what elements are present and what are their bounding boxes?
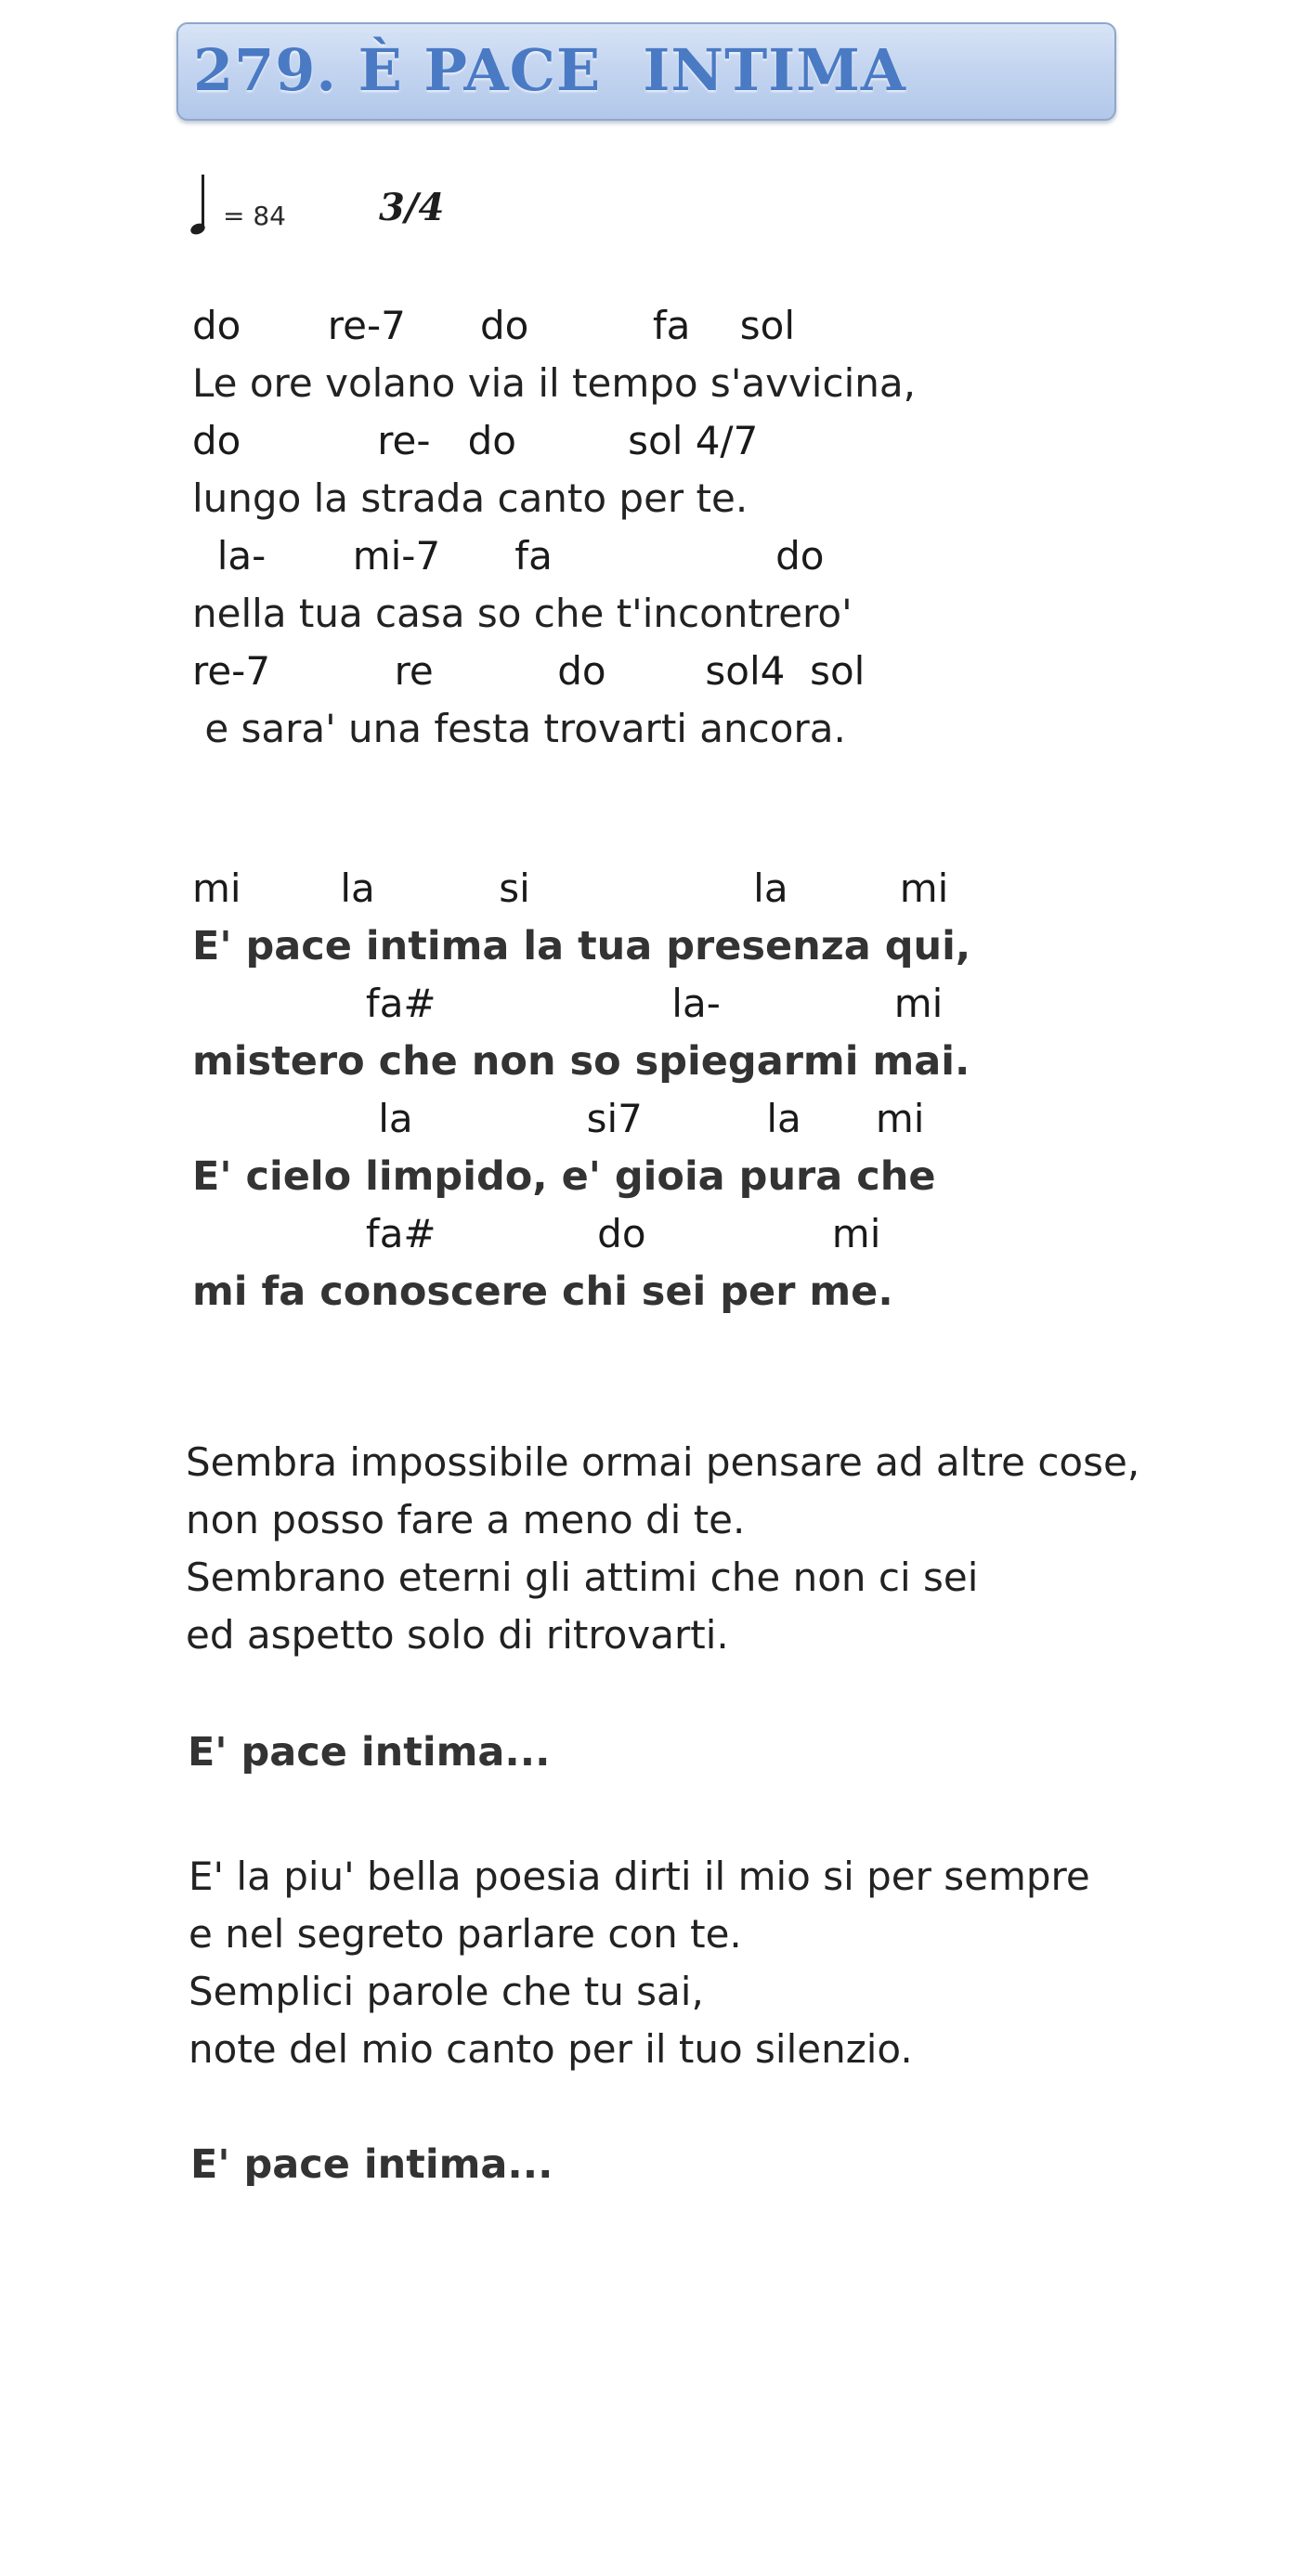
- verse1-lyrics-2: lungo la strada canto per te.: [192, 475, 749, 521]
- verse2-line-1: Sembra impossibile ormai pensare ad altre cose,: [186, 1439, 1140, 1485]
- verse1-chords-3: la- mi-7 fa do: [192, 533, 825, 579]
- verse1-chords-1: do re-7 do fa sol: [192, 303, 796, 348]
- chorus-lyrics-2: mistero che non so spiegarmi mai.: [192, 1038, 970, 1085]
- verse3-line-2: e nel segreto parlare con te.: [189, 1911, 742, 1957]
- verse1-lyrics-1: Le ore volano via il tempo s'avvicina,: [192, 360, 916, 406]
- chorus-lyrics-3: E' cielo limpido, e' gioia pura che: [192, 1153, 936, 1200]
- chorus-chords-1: mi la si la mi: [192, 865, 949, 911]
- verse3-line-1: E' la piu' bella poesia dirti il mio si per sempre: [189, 1854, 1090, 1899]
- chorus-lyrics-4: mi fa conoscere chi sei per me.: [192, 1268, 893, 1315]
- chorus-lyrics-1: E' pace intima la tua presenza qui,: [192, 923, 971, 969]
- tempo-marking: [189, 171, 286, 236]
- chorus-chords-4: fa# do mi: [192, 1211, 881, 1256]
- verse1-chords-4: re-7 re do sol4 sol: [192, 648, 866, 694]
- verse1-chords-2: do re- do sol 4/7: [192, 418, 759, 463]
- refrain-2: E' pace intima...: [190, 2141, 553, 2188]
- title-banner: [176, 22, 1116, 121]
- chorus-chords-3: la si7 la mi: [192, 1096, 925, 1141]
- verse1-lyrics-4: e sara' una festa trovarti ancora.: [192, 706, 846, 751]
- time-signature: 3/4: [379, 186, 445, 229]
- song-title: 279. È PACE INTIMA: [193, 36, 906, 104]
- refrain-1: E' pace intima...: [188, 1729, 551, 1776]
- verse1-lyrics-3: nella tua casa so che t'incontrero': [192, 591, 853, 636]
- chorus-chords-2: fa# la- mi: [192, 981, 944, 1026]
- quarter-note-icon: [189, 175, 212, 236]
- verse3-line-4: note del mio canto per il tuo silenzio.: [189, 2026, 913, 2072]
- verse2-line-2: non posso fare a meno di te.: [186, 1497, 746, 1542]
- tempo-value: = 84: [223, 201, 286, 231]
- verse2-line-4: ed aspetto solo di ritrovarti.: [186, 1612, 729, 1658]
- verse2-line-3: Sembrano eterni gli attimi che non ci sei: [186, 1555, 979, 1600]
- verse3-line-3: Semplici parole che tu sai,: [189, 1969, 704, 2014]
